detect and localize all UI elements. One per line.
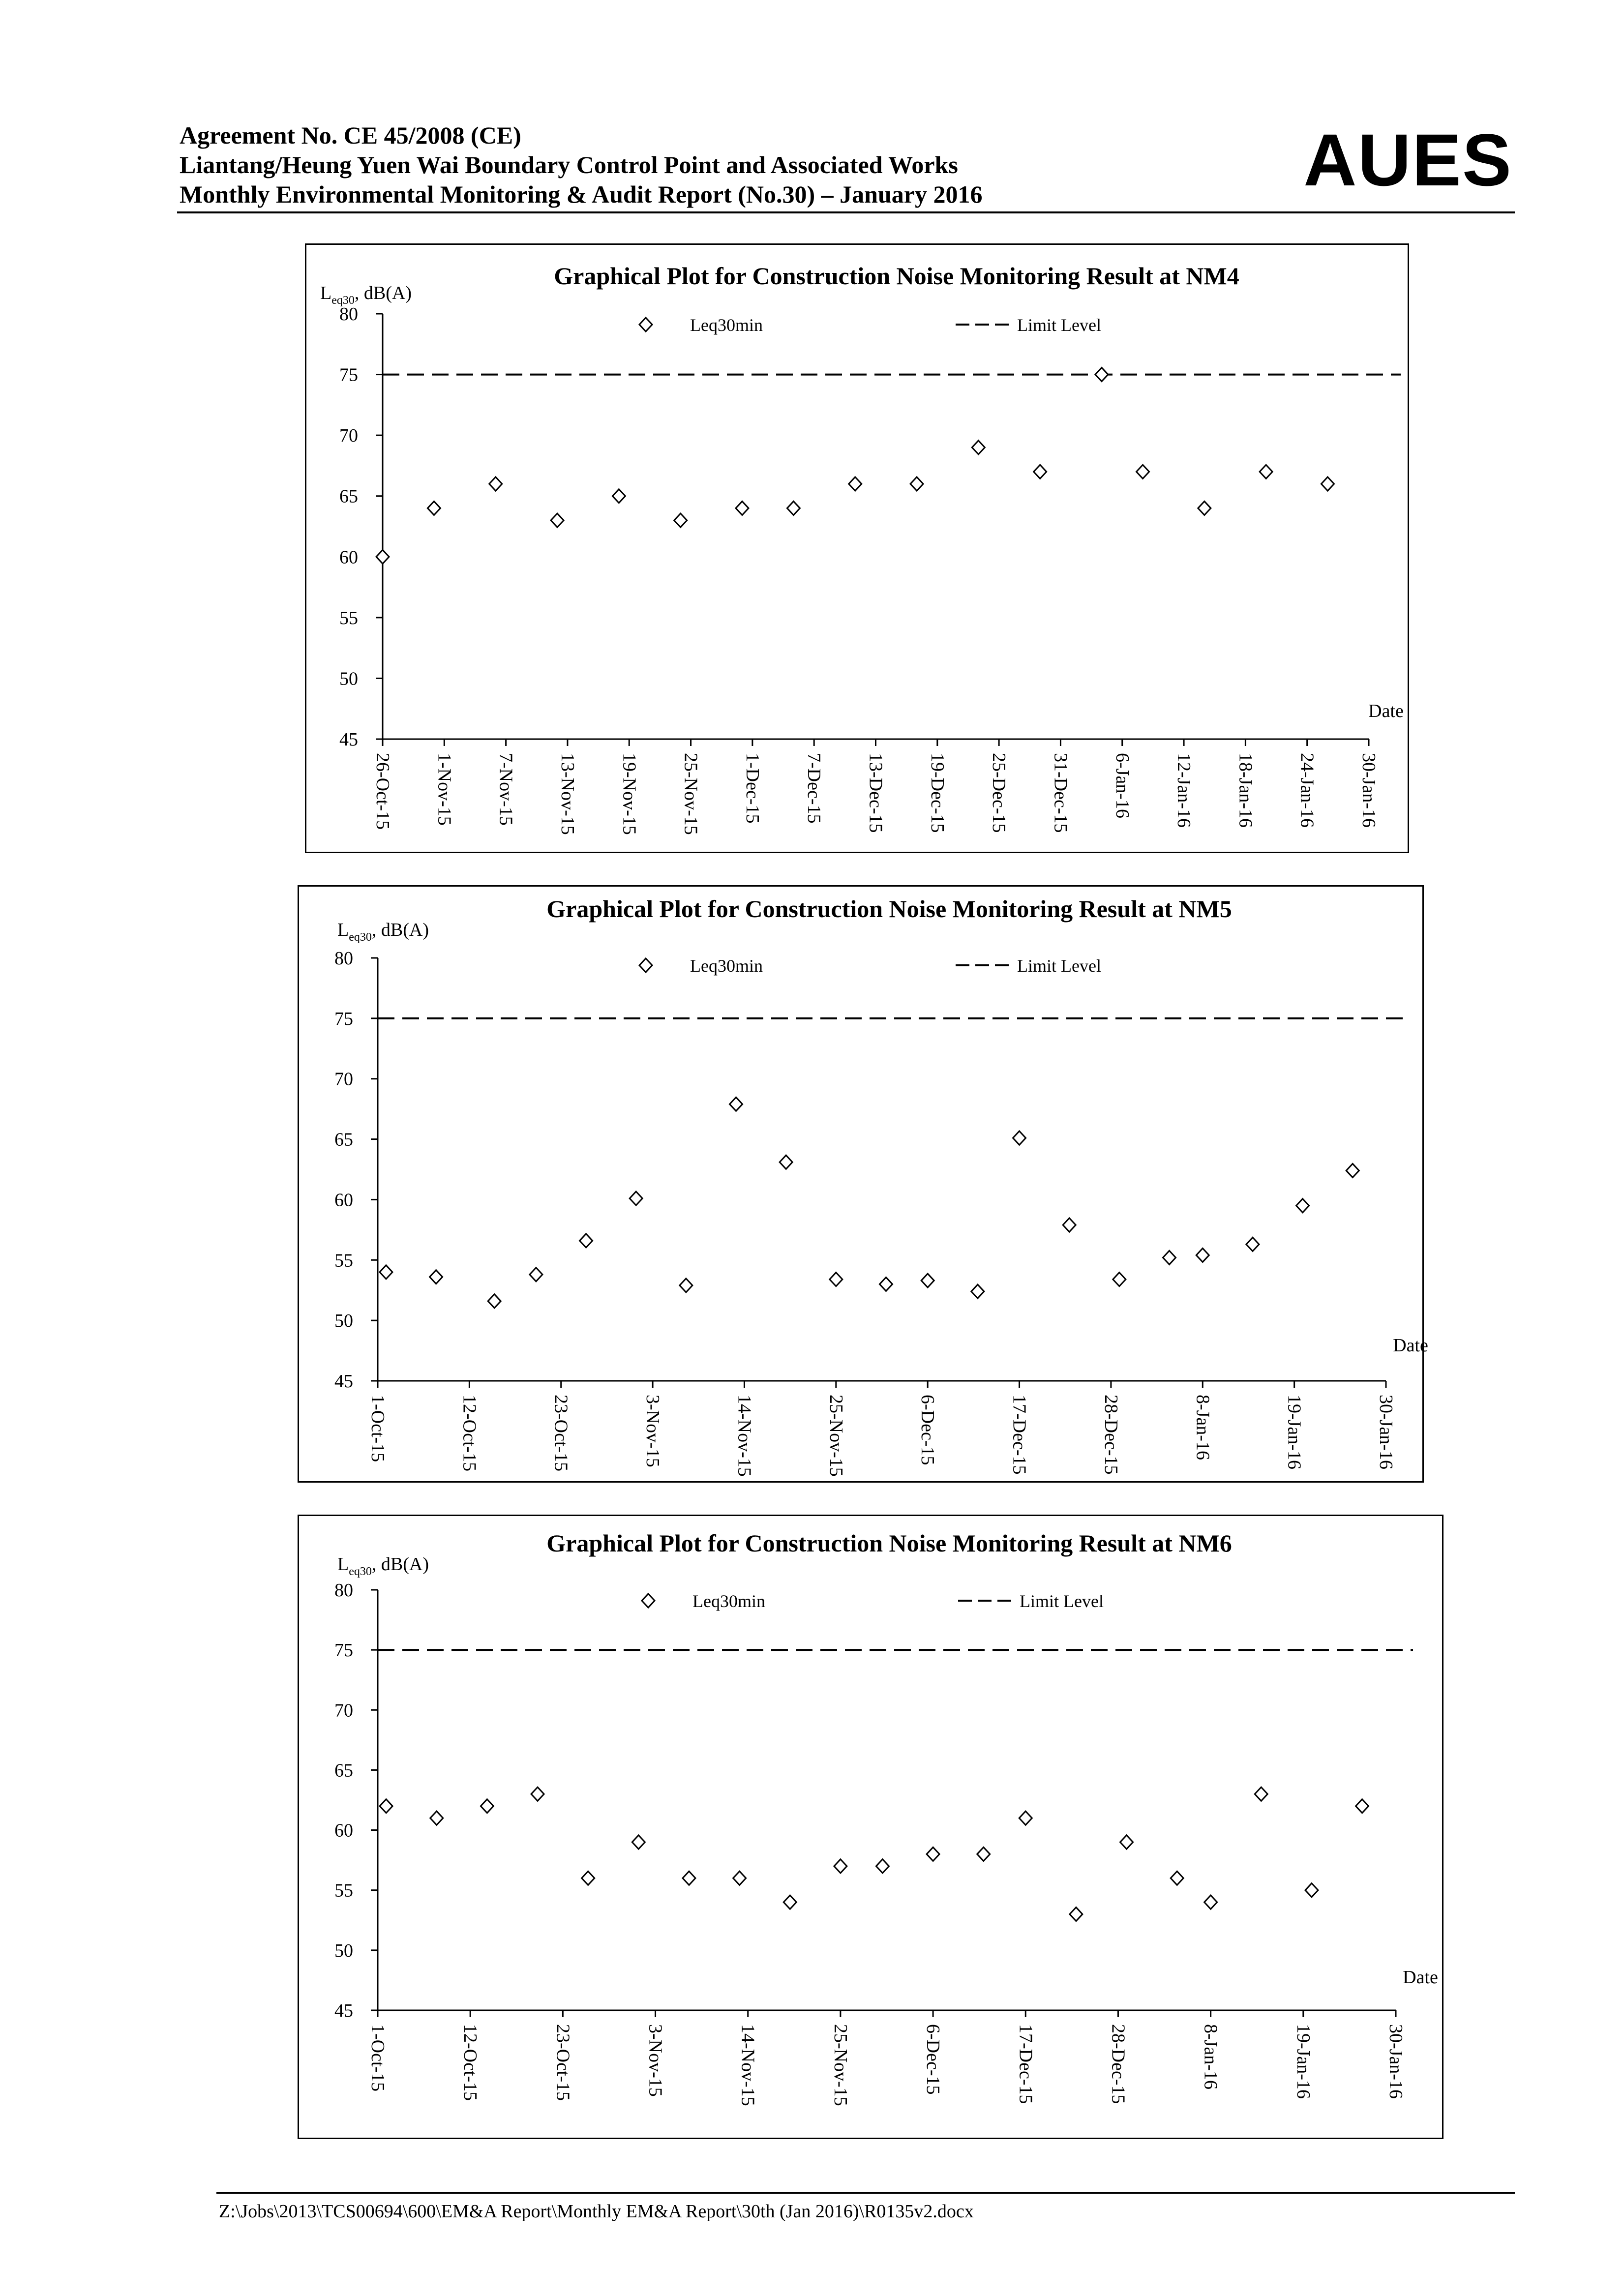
chart-nm4-svg <box>306 245 1411 855</box>
data-point <box>876 1859 889 1873</box>
data-point <box>632 1835 645 1849</box>
data-point <box>674 513 687 527</box>
data-point <box>1013 1131 1026 1145</box>
data-point <box>1255 1787 1267 1801</box>
y-tick-label: 75 <box>339 364 358 386</box>
data-point <box>1070 1908 1083 1921</box>
x-tick-label: 17-Dec-15 <box>1015 2024 1036 2104</box>
y-tick-label: 60 <box>334 1820 353 1841</box>
y-tick-label: 45 <box>334 1371 353 1392</box>
legend <box>639 956 1101 976</box>
x-tick-label: 12-Oct-15 <box>459 1395 480 1472</box>
x-tick-label: 30-Jan-16 <box>1358 753 1379 828</box>
x-tick-label: 7-Nov-15 <box>495 753 516 826</box>
y-tick-label: 65 <box>334 1760 353 1781</box>
data-point <box>1260 465 1272 478</box>
data-point <box>1246 1237 1259 1251</box>
data-point <box>680 1279 692 1292</box>
data-point <box>1321 477 1334 491</box>
data-point <box>834 1859 847 1873</box>
data-point <box>1204 1895 1217 1909</box>
x-tick-label: 13-Nov-15 <box>557 753 578 835</box>
x-tick-label: 25-Nov-15 <box>825 1395 846 1477</box>
data-point <box>1346 1163 1359 1177</box>
data-point <box>879 1277 892 1291</box>
x-tick-label: 7-Dec-15 <box>804 753 825 824</box>
data-point <box>971 1284 984 1298</box>
y-tick-label: 80 <box>339 304 358 325</box>
legend-label-limit: Limit Level <box>1017 956 1101 976</box>
x-tick-label: 3-Nov-15 <box>642 1395 663 1467</box>
x-tick-label: 25-Dec-15 <box>989 753 1010 833</box>
data-point <box>380 1265 392 1279</box>
chart-title: Graphical Plot for Construction Noise Monitoring Result at NM5 <box>546 895 1232 923</box>
x-tick-label: 23-Oct-15 <box>550 1395 571 1472</box>
report-header <box>180 120 1512 209</box>
data-point <box>972 441 985 454</box>
y-axis-label: $L_{eq30}$, dB(A) <box>320 283 412 307</box>
legend-label-limit: Limit Level <box>1017 315 1101 335</box>
data-point <box>736 501 749 515</box>
x-axis-label: Date <box>1368 701 1404 721</box>
y-tick-label: 80 <box>334 1580 353 1601</box>
x-tick-label: 13-Dec-15 <box>865 753 886 833</box>
x-tick-label: 14-Nov-15 <box>734 1395 755 1477</box>
y-tick-label: 50 <box>334 1311 353 1332</box>
x-tick-label: 19-Jan-16 <box>1284 1395 1305 1469</box>
x-tick-label: 3-Nov-15 <box>645 2024 666 2097</box>
x-tick-label: 19-Nov-15 <box>619 753 640 835</box>
x-tick-label: 8-Jan-16 <box>1200 2024 1221 2089</box>
x-tick-label: 12-Oct-15 <box>460 2024 481 2101</box>
data-point <box>489 477 502 491</box>
y-axis-label: $L_{eq30}$, dB(A) <box>337 1554 429 1578</box>
legend-label-limit: Limit Level <box>1020 1591 1104 1611</box>
y-tick-label: 45 <box>334 2000 353 2021</box>
data-point <box>531 1787 544 1801</box>
x-axis-label: Date <box>1393 1335 1428 1356</box>
chart-title: Graphical Plot for Construction Noise Monitoring Result at NM6 <box>546 1529 1232 1557</box>
header-divider <box>177 211 1515 213</box>
x-tick-label: 17-Dec-15 <box>1009 1395 1030 1475</box>
data-point <box>1120 1835 1133 1849</box>
y-tick-label: 70 <box>334 1069 353 1090</box>
x-tick-label: 25-Nov-15 <box>680 753 701 835</box>
x-tick-label: 25-Nov-15 <box>830 2024 851 2106</box>
legend-label-leq30min: Leq30min <box>692 1591 765 1611</box>
legend-marker-icon <box>642 1594 655 1608</box>
data-point <box>780 1155 792 1169</box>
data-point <box>1095 368 1108 382</box>
legend-label-leq30min: Leq30min <box>690 315 763 335</box>
y-tick-label: 50 <box>339 668 358 689</box>
data-point <box>582 1871 595 1885</box>
data-point <box>530 1268 542 1282</box>
x-tick-label: 1-Oct-15 <box>367 2024 388 2092</box>
y-tick-label: 55 <box>339 607 358 628</box>
data-point <box>1063 1218 1076 1232</box>
legend-marker-icon <box>639 318 652 331</box>
x-tick-label: 1-Oct-15 <box>367 1395 388 1462</box>
data-point <box>430 1270 443 1284</box>
data-point <box>551 513 564 527</box>
data-point <box>481 1799 493 1813</box>
chart-nm5-svg <box>299 887 1428 1484</box>
data-point <box>1113 1273 1126 1286</box>
y-tick-label: 75 <box>334 1640 353 1661</box>
y-tick-label: 50 <box>334 1940 353 1961</box>
report-title: Monthly Environmental Monitoring & Audit Report (No.30) – January 2016 <box>180 180 983 208</box>
y-tick-label: 80 <box>334 948 353 969</box>
x-tick-label: 6-Jan-16 <box>1112 753 1133 818</box>
data-point <box>430 1811 443 1825</box>
data-point <box>733 1871 746 1885</box>
x-tick-label: 6-Dec-15 <box>917 1395 938 1465</box>
x-tick-label: 30-Jan-16 <box>1385 2024 1406 2099</box>
legend-marker-icon <box>639 958 652 972</box>
data-point <box>730 1097 743 1111</box>
x-tick-label: 24-Jan-16 <box>1296 753 1318 828</box>
data-point <box>830 1273 842 1286</box>
data-point <box>1198 501 1211 515</box>
agreement-number: Agreement No. CE 45/2008 (CE) <box>180 121 521 149</box>
data-point <box>1296 1199 1309 1213</box>
x-tick-label: 12-Jan-16 <box>1173 753 1195 828</box>
data-point <box>921 1274 934 1287</box>
legend <box>642 1591 1104 1611</box>
chart-nm5 <box>298 885 1428 1483</box>
x-tick-label: 6-Dec-15 <box>923 2024 944 2095</box>
data-point <box>376 550 389 564</box>
data-point <box>1163 1251 1176 1264</box>
project-title: Liantang/Heung Yuen Wai Boundary Control Point and Associated Works <box>180 151 958 179</box>
data-point <box>580 1234 593 1248</box>
x-tick-label: 26-Oct-15 <box>372 753 393 830</box>
data-point <box>1137 465 1149 478</box>
x-tick-label: 28-Dec-15 <box>1100 1395 1121 1475</box>
data-point <box>1171 1871 1183 1885</box>
data-point <box>849 477 862 491</box>
chart-nm4 <box>305 243 1409 853</box>
data-point <box>1196 1248 1209 1262</box>
y-tick-label: 70 <box>334 1700 353 1721</box>
data-point <box>1019 1811 1032 1825</box>
data-point <box>977 1847 990 1861</box>
y-tick-label: 60 <box>339 547 358 568</box>
chart-nm6 <box>298 1515 1444 2139</box>
footer-divider <box>216 2192 1515 2194</box>
y-tick-label: 65 <box>339 486 358 507</box>
x-tick-label: 23-Oct-15 <box>552 2024 573 2101</box>
x-tick-label: 1-Nov-15 <box>434 753 455 826</box>
data-point <box>488 1294 501 1308</box>
x-axis-label: Date <box>1403 1967 1438 1988</box>
x-tick-label: 30-Jan-16 <box>1376 1395 1396 1469</box>
x-tick-label: 31-Dec-15 <box>1050 753 1071 833</box>
x-tick-label: 19-Dec-15 <box>927 753 948 833</box>
data-point <box>910 477 923 491</box>
data-point <box>683 1871 695 1885</box>
data-point <box>427 501 440 515</box>
y-tick-label: 55 <box>334 1880 353 1901</box>
legend-label-leq30min: Leq30min <box>690 956 763 976</box>
x-tick-label: 19-Jan-16 <box>1293 2024 1314 2099</box>
data-point <box>787 501 800 515</box>
x-tick-label: 18-Jan-16 <box>1235 753 1256 828</box>
y-tick-label: 55 <box>334 1250 353 1271</box>
legend <box>639 315 1101 335</box>
y-tick-label: 70 <box>339 425 358 447</box>
data-point <box>380 1799 392 1813</box>
y-tick-label: 65 <box>334 1129 353 1150</box>
x-tick-label: 14-Nov-15 <box>737 2024 758 2106</box>
x-tick-label: 8-Jan-16 <box>1192 1395 1213 1460</box>
data-point <box>1034 465 1047 478</box>
x-tick-label: 1-Dec-15 <box>742 753 763 824</box>
aues-logo: AUES <box>1303 119 1512 201</box>
x-tick-label: 28-Dec-15 <box>1108 2024 1129 2104</box>
y-tick-label: 45 <box>339 729 358 750</box>
data-point <box>630 1192 642 1205</box>
data-point <box>1305 1883 1318 1897</box>
chart-title: Graphical Plot for Construction Noise Monitoring Result at NM4 <box>554 262 1239 290</box>
data-point <box>783 1895 796 1909</box>
y-tick-label: 75 <box>334 1008 353 1029</box>
y-tick-label: 60 <box>334 1190 353 1211</box>
y-axis-label: $L_{eq30}$, dB(A) <box>337 920 429 944</box>
data-point <box>1356 1799 1369 1813</box>
file-path: Z:\Jobs\2013\TCS00694\600\EM&A Report\Monthly EM&A Report\30th (Jan 2016)\R0135v2.docx <box>219 2201 974 2222</box>
chart-nm6-svg <box>299 1516 1445 2141</box>
data-point <box>927 1847 939 1861</box>
data-point <box>612 489 625 503</box>
